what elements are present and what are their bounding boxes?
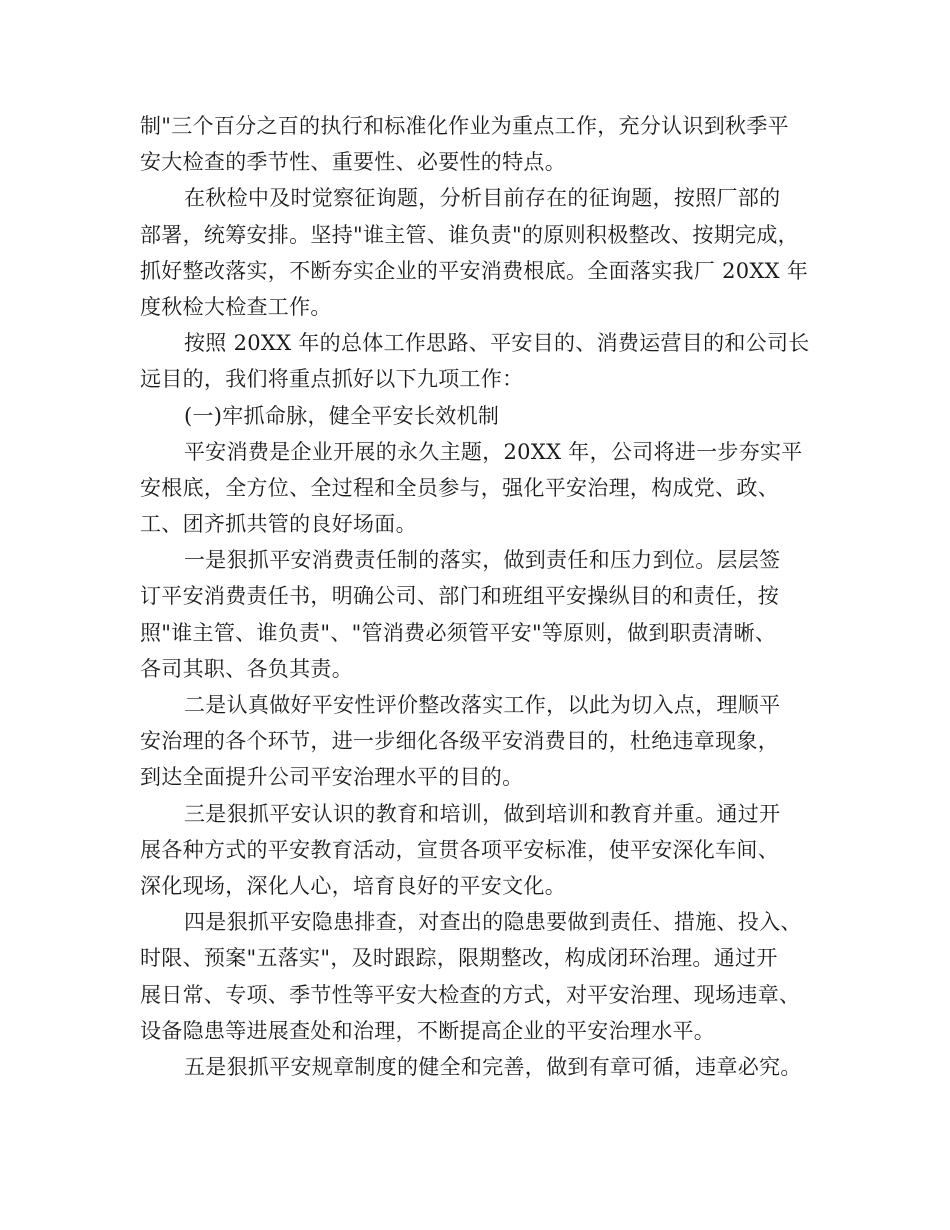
section-heading: (一)牢抓命脉，健全平安长效机制	[184, 403, 500, 428]
text-line: 度秋检大检查工作。	[140, 294, 332, 319]
text-line: 安大检查的季节性、重要性、必要性的特点。	[140, 150, 566, 175]
text-line: 深化现场，深化人心，培育良好的平安文化。	[140, 873, 566, 898]
text-line: 安根底，全方位、全过程和全员参与，强化平安治理，构成党、政、	[140, 475, 779, 500]
paragraph-start-line: 三是狠抓平安认识的教育和培训，做到培训和教育并重。通过开	[184, 801, 781, 826]
text-line: 设备隐患等进展查处和治理，不断提高企业的平安治理水平。	[140, 1018, 716, 1043]
text-line: 展各种方式的平安教育活动，宣贯各项平安标准，使平安深化车间、	[140, 837, 779, 862]
text-line: 照"谁主管、谁负责"、"管消费必须管平安"等原则，做到职责清晰、	[140, 620, 777, 645]
paragraph-start-line: 五是狠抓平安规章制度的健全和完善，做到有章可循，违章必究。	[184, 1054, 802, 1079]
text-line: 到达全面提升公司平安治理水平的目的。	[140, 765, 524, 790]
text-line: 抓好整改落实，不断夯实企业的平安消费根底。全面落实我厂 20XX 年	[140, 258, 809, 283]
paragraph-start-line: 二是认真做好平安性评价整改落实工作，以此为切入点，理顺平	[184, 693, 781, 717]
text-line: 安治理的各个环节，进一步细化各级平安消费目的，杜绝违章现象，	[140, 729, 779, 754]
text-line: 订平安消费责任书，明确公司、部门和班组平安操纵目的和责任，按	[140, 584, 779, 609]
paragraph-start-line: 在秋检中及时觉察征询题，分析目前存在的征询题，按照厂部的	[184, 186, 781, 211]
text-line: 各司其职、各负其责。	[140, 656, 353, 681]
document-body	[140, 108, 820, 1085]
text-line: 工、团齐抓共管的良好场面。	[140, 512, 417, 537]
text-line: 展日常、专项、季节性等平安大检查的方式，对平安治理、现场违章、	[140, 982, 801, 1007]
text-line: 时限、预案"五落实"，及时跟踪，限期整改，构成闭环治理。通过开	[140, 946, 778, 971]
text-line: 部署，统筹安排。坚持"谁主管、谁负责"的原则积极整改、按期完成，	[140, 222, 799, 247]
paragraph-start-line: 按照 20XX 年的总体工作思路、平安目的、消费运营目的和公司长	[184, 331, 810, 356]
paragraph-start-line: 平安消费是企业开展的永久主题，20XX 年，公司将进一步夯实平	[184, 439, 803, 464]
paragraph-start-line: 四是狠抓平安隐患排查，对查出的隐患要做到责任、措施、投入、	[184, 910, 802, 935]
text-line: 制"三个百分之百的执行和标准化作业为重点工作，充分认识到秋季平	[140, 114, 789, 138]
text-line: 远目的，我们将重点抓好以下九项工作：	[140, 367, 524, 392]
paragraph-start-line: 一是狠抓平安消费责任制的落实，做到责任和压力到位。层层签	[184, 548, 781, 573]
